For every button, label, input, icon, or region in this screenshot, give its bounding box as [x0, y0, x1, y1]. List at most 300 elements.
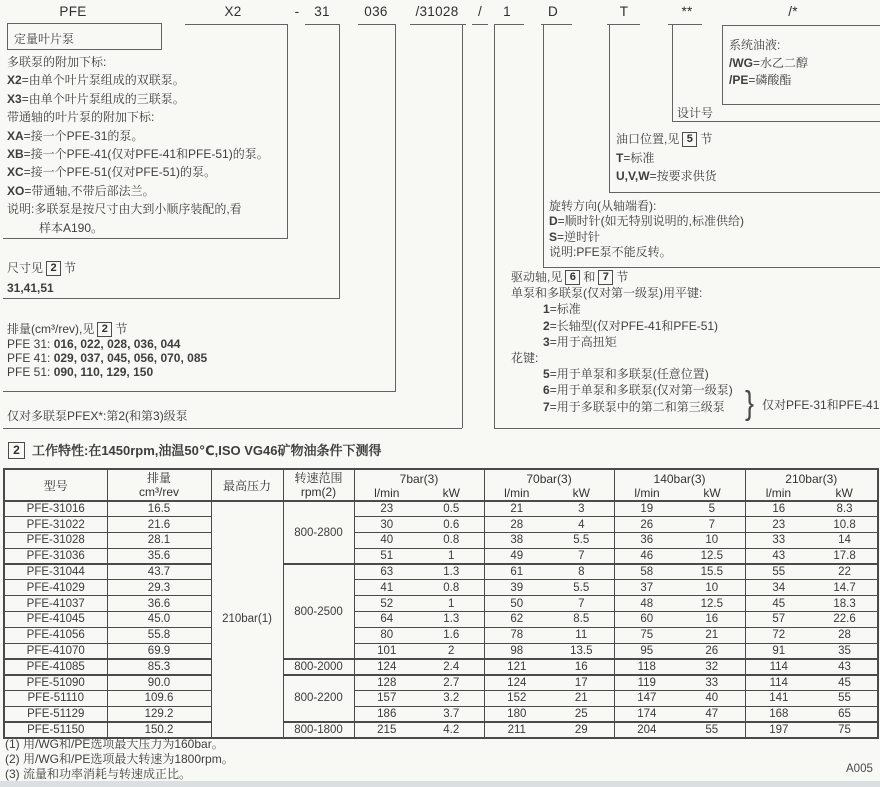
shaft-title	[511, 269, 733, 285]
label-text: =用于单泵和多联泵(任意位置)	[549, 367, 709, 382]
flow-cell: 61	[484, 564, 549, 580]
header-displacement: 排量 cm³/rev	[107, 469, 211, 501]
speed-range-cell: 800-2500	[283, 564, 354, 659]
power-cell: 8.5	[549, 612, 614, 628]
disp-title-post: 节	[115, 322, 128, 336]
flow-cell: 39	[484, 580, 549, 596]
ports-title-pre: 油口位置,见	[616, 132, 680, 146]
code-segment-4: 036	[364, 4, 388, 19]
code-value: S	[549, 229, 558, 244]
flow-cell: 58	[614, 564, 679, 580]
label-text: =标准	[623, 150, 655, 165]
table-row	[4, 612, 878, 628]
text-line	[616, 167, 717, 186]
code-value: T	[616, 150, 624, 165]
connector-line-horizontal	[494, 428, 880, 429]
text-line	[729, 55, 808, 73]
power-cell: 5.5	[549, 580, 614, 596]
label-text: =接一个PFE-31的泵。	[23, 128, 144, 143]
label-text: =按要求供货	[649, 169, 717, 183]
header-sub-unit: l/min	[504, 485, 530, 500]
label-text: 说明:多联泵是按尺寸由大到小顺序装配的,看	[7, 202, 242, 217]
flow-cell: 75	[614, 627, 679, 643]
flow-cell: 51	[354, 548, 419, 564]
flow-cell: 141	[745, 691, 812, 707]
power-cell: 3.7	[419, 706, 484, 722]
displacement-title	[7, 322, 207, 337]
multi-pump-block	[7, 53, 269, 237]
model-cell: PFE-41070	[4, 643, 107, 659]
power-cell: 14.7	[812, 580, 878, 596]
spec-table-wrap	[3, 468, 879, 739]
flow-cell: 34	[745, 580, 812, 596]
model-cell: PFE-41029	[4, 580, 107, 596]
code-segment-1: X2	[224, 4, 242, 19]
code-segment-3: 31	[314, 4, 330, 19]
pfex-note: 仅对多联泵PFEX*:第2(和第3)级泵	[7, 409, 188, 423]
table-row	[4, 722, 878, 738]
text-line	[7, 351, 207, 365]
flow-cell: 55	[745, 564, 812, 580]
power-cell: 25	[549, 706, 614, 722]
displacement-cell: 35.6	[107, 548, 211, 564]
connector-line-horizontal	[494, 24, 524, 25]
code-value: U,V,W	[616, 169, 650, 183]
connector-line-horizontal	[185, 24, 287, 25]
connector-line-vertical	[462, 24, 463, 428]
flow-cell: 30	[354, 517, 419, 533]
footnotes	[5, 737, 234, 781]
flow-cell: 168	[745, 706, 812, 722]
connector-line-horizontal	[3, 428, 462, 429]
code-segment-6: /	[477, 4, 483, 19]
code-segment-0: PFE	[59, 4, 87, 19]
model-cell: PFE-31022	[4, 517, 107, 533]
header-sub-unit: l/min	[374, 485, 400, 500]
table-row	[4, 517, 878, 533]
flow-cell: 147	[614, 691, 679, 707]
shaft-title-post: 节	[616, 270, 629, 284]
flow-cell: 72	[745, 627, 812, 643]
connector-line-horizontal	[305, 24, 340, 25]
shaft-brace-note: 仅对PFE-31和PFE-41	[762, 398, 880, 412]
power-cell: 75	[812, 722, 878, 738]
table-row	[4, 596, 878, 612]
text-line	[511, 318, 733, 334]
flow-cell: 33	[745, 533, 812, 549]
power-cell: 26	[679, 643, 745, 659]
displacement-block	[7, 322, 207, 379]
text-line	[549, 230, 744, 245]
text-line	[7, 90, 269, 108]
flow-cell: 128	[354, 675, 419, 691]
code-value: 7	[543, 399, 550, 414]
power-cell: 0.8	[419, 533, 484, 549]
power-cell: 1	[419, 596, 484, 612]
code-segment-11: /*	[788, 4, 798, 19]
text-line	[511, 350, 733, 366]
header-sub-unit: kW	[442, 485, 460, 500]
power-cell: 8.3	[812, 501, 878, 517]
code-value: 5	[543, 367, 550, 382]
connector-line-horizontal	[410, 24, 466, 25]
power-cell: 3.2	[419, 691, 484, 707]
flow-cell: 119	[614, 675, 679, 691]
code-value: /PE	[729, 73, 749, 87]
size-title-pre: 尺寸见	[7, 261, 44, 275]
size-values	[7, 278, 76, 298]
shaft-title-mid: 和	[583, 270, 596, 284]
flow-cell: 48	[614, 596, 679, 612]
displacement-cell: 29.3	[107, 580, 211, 596]
text-line	[5, 737, 234, 752]
flow-cell: 57	[745, 612, 812, 628]
connector-line-horizontal	[3, 298, 340, 299]
label-text: 旋转方向(从轴端看):	[549, 199, 657, 213]
design-number-label: 设计号	[677, 106, 714, 120]
label-text: =由单个叶片泵组成的三联泵。	[21, 91, 185, 106]
connector-line-vertical	[339, 24, 340, 298]
flow-cell: 186	[354, 706, 419, 722]
header-speed-range: 转速范围 rpm(2)	[283, 469, 354, 501]
flow-cell: 28	[484, 517, 549, 533]
power-cell: 0.8	[419, 580, 484, 596]
page-reference: A005	[846, 763, 873, 775]
header-pressure-group-0: 7bar(3) l/min kW	[354, 469, 484, 501]
text-line	[616, 149, 717, 168]
flow-cell: 41	[354, 580, 419, 596]
flow-cell: 62	[484, 612, 549, 628]
power-cell: 1	[419, 548, 484, 564]
table-row	[4, 501, 878, 517]
connector-line-horizontal	[472, 24, 488, 25]
flow-cell: 49	[484, 548, 549, 564]
connector-line-vertical	[609, 24, 610, 192]
shaft-lines	[511, 285, 733, 415]
text-line	[511, 285, 733, 301]
model-cell: PFE-51150	[4, 722, 107, 738]
flow-cell: 43	[745, 548, 812, 564]
connector-line-horizontal	[543, 267, 880, 268]
power-cell: 1.3	[419, 612, 484, 628]
text-line	[7, 219, 269, 237]
power-cell: 7	[549, 548, 614, 564]
label-text: 带通轴的叶片泵的附加下标:	[7, 110, 155, 125]
section-ref-box: 5	[682, 132, 697, 147]
label-text: PFE 31:	[7, 337, 51, 351]
flow-cell: 80	[354, 627, 419, 643]
model-cell: PFE-31028	[4, 533, 107, 549]
table-row	[4, 627, 878, 643]
text-line	[7, 163, 269, 181]
connector-line-vertical	[395, 24, 396, 391]
model-cell: PFE-31016	[4, 501, 107, 517]
power-cell: 16	[679, 612, 745, 628]
flow-cell: 26	[614, 517, 679, 533]
code-value: XC	[7, 165, 24, 180]
displacement-cell: 45.0	[107, 612, 211, 628]
flow-cell: 211	[484, 722, 549, 738]
power-cell: 0.6	[419, 517, 484, 533]
power-cell: 21	[679, 627, 745, 643]
text-line	[7, 108, 269, 126]
model-cell: PFE-31044	[4, 564, 107, 580]
connector-line-horizontal	[3, 391, 396, 392]
flow-cell: 174	[614, 706, 679, 722]
text-line	[5, 767, 234, 782]
displacement-cell: 90.0	[107, 675, 211, 691]
header-pressure-group-1: 70bar(3) l/min kW	[484, 469, 614, 501]
table-row	[4, 643, 878, 659]
table-row	[4, 548, 878, 564]
drive-shaft-block	[511, 269, 733, 415]
displacement-cell: 21.6	[107, 517, 211, 533]
label-text: =长轴型(仅对PFE-41和PFE-51)	[549, 318, 719, 333]
displacement-cell: 55.8	[107, 627, 211, 643]
speed-range-cell: 800-2000	[283, 659, 354, 675]
text-line	[511, 366, 733, 382]
ports-title	[616, 130, 717, 149]
model-cell: PFE-51129	[4, 706, 107, 722]
brace-glyph: }	[745, 384, 755, 422]
label-text: (1) 用/WG和/PE选项最大压力为160bar。	[5, 737, 224, 751]
code-value: /WG	[729, 55, 753, 70]
code-value: X3	[7, 91, 22, 106]
model-cell: PFE-41056	[4, 627, 107, 643]
power-cell: 12.5	[679, 596, 745, 612]
power-cell: 28	[812, 627, 878, 643]
model-cell: PFE-41045	[4, 612, 107, 628]
table-header-row	[4, 469, 878, 501]
label-text: =水乙二醇	[753, 55, 809, 70]
disp-title-pre: 排量(cm³/rev),见	[7, 322, 95, 336]
label-text: =带通轴,不带后部法兰。	[24, 183, 155, 198]
connector-line-horizontal	[668, 24, 702, 25]
displacement-lines	[7, 337, 207, 379]
rotation-block	[549, 199, 744, 261]
power-cell: 22	[812, 564, 878, 580]
size-values-text: 31,41,51	[7, 281, 54, 295]
displacement-cell: 150.2	[107, 722, 211, 738]
flow-cell: 38	[484, 533, 549, 549]
code-value: XA	[7, 128, 24, 143]
power-cell: 10	[679, 533, 745, 549]
model-cell: PFE-41085	[4, 659, 107, 675]
power-cell: 3	[549, 501, 614, 517]
spec-table	[3, 468, 879, 739]
power-cell: 5	[679, 501, 745, 517]
text-line	[511, 334, 733, 350]
label-text: 单泵和多联泵(仅对第一级泵)用平键:	[511, 286, 703, 301]
power-cell: 18.3	[812, 596, 878, 612]
header-pressure-group-3: 210bar(3) l/min kW	[745, 469, 878, 501]
power-cell: 4	[549, 517, 614, 533]
speed-range-cell: 800-2200	[283, 675, 354, 722]
power-cell: 10	[679, 580, 745, 596]
table-row	[4, 533, 878, 549]
table-row	[4, 675, 878, 691]
flow-cell: 180	[484, 706, 549, 722]
ports-block	[616, 130, 717, 186]
size-title	[7, 258, 76, 278]
connector-line-horizontal	[3, 238, 288, 239]
text-line	[549, 245, 744, 260]
size-block	[7, 258, 76, 298]
displacement-cell: 36.6	[107, 596, 211, 612]
power-cell: 17.8	[812, 548, 878, 564]
model-cell: PFE-51090	[4, 675, 107, 691]
table-row	[4, 691, 878, 707]
flow-cell: 50	[484, 596, 549, 612]
code-value: 6	[543, 383, 550, 398]
label-text: (3) 流量和功率消耗与转速成正比。	[5, 766, 192, 781]
size-title-post: 节	[64, 261, 77, 275]
power-cell: 7	[679, 517, 745, 533]
label-text: 多联泵的附加下标:	[7, 55, 107, 69]
table-row	[4, 659, 878, 675]
code-value: 3	[543, 334, 550, 349]
flow-cell: 124	[484, 675, 549, 691]
scan-edge-strip	[0, 781, 880, 787]
text-line	[511, 382, 733, 398]
power-cell: 7	[549, 596, 614, 612]
text-line	[729, 37, 808, 55]
text-line	[511, 399, 733, 415]
flow-cell: 23	[745, 517, 812, 533]
section-ref-box: 2	[46, 261, 61, 276]
max-pressure-cell: 210bar(1)	[211, 501, 283, 738]
flow-cell: 63	[354, 564, 419, 580]
power-cell: 10.8	[812, 517, 878, 533]
label-text: PFE 51:	[7, 365, 51, 379]
label-text: =磷酸酯	[748, 73, 792, 87]
label-text: =接一个PFE-51(仅对PFE-51)的泵。	[23, 165, 217, 180]
header-model: 型号	[4, 469, 107, 501]
flow-cell: 36	[614, 533, 679, 549]
power-cell: 0.5	[419, 501, 484, 517]
text-line	[511, 301, 733, 317]
code-value: 016, 022, 028, 036, 044	[50, 337, 181, 351]
code-value: XB	[7, 147, 24, 162]
displacement-cell: 109.6	[107, 691, 211, 707]
flow-cell: 114	[745, 675, 812, 691]
power-cell: 43	[812, 659, 878, 675]
speed-range-cell: 800-1800	[283, 722, 354, 738]
model-cell: PFE-51110	[4, 691, 107, 707]
text-line	[7, 365, 207, 379]
flow-cell: 19	[614, 501, 679, 517]
code-value: 029, 037, 045, 056, 070, 085	[50, 351, 208, 365]
flow-cell: 152	[484, 691, 549, 707]
header-pressure-group-2: 140bar(3) l/min kW	[614, 469, 745, 501]
ports-lines	[616, 149, 717, 186]
label-text: 样本A190。	[39, 220, 104, 235]
fluid-block	[729, 37, 808, 90]
power-cell: 47	[679, 706, 745, 722]
header-sub-unit: kW	[572, 485, 590, 500]
power-cell: 8	[549, 564, 614, 580]
flow-cell: 78	[484, 627, 549, 643]
connector-line-horizontal	[541, 24, 572, 25]
power-cell: 45	[812, 675, 878, 691]
power-cell: 2.7	[419, 675, 484, 691]
model-cell: PFE-31036	[4, 548, 107, 564]
power-cell: 5.5	[549, 533, 614, 549]
label-text: =用于高扭矩	[549, 334, 617, 349]
code-value: 2	[543, 318, 550, 333]
header-sub-unit: kW	[703, 485, 721, 500]
flow-cell: 204	[614, 722, 679, 738]
text-line	[729, 72, 808, 90]
code-segment-8: D	[547, 4, 559, 19]
connector-line-vertical	[494, 24, 495, 428]
flow-cell: 95	[614, 643, 679, 659]
displacement-cell: 85.3	[107, 659, 211, 675]
section-ref-box: 2	[97, 322, 112, 337]
header-max-pressure: 最高压力	[211, 469, 283, 501]
header-sub-unit: l/min	[634, 485, 660, 500]
flow-cell: 197	[745, 722, 812, 738]
power-cell: 4.2	[419, 722, 484, 738]
power-cell: 11	[549, 627, 614, 643]
power-cell: 2.4	[419, 659, 484, 675]
code-value: XO	[7, 183, 25, 198]
flow-cell: 118	[614, 659, 679, 675]
shaft-title-pre: 驱动轴,见	[511, 270, 563, 284]
flow-cell: 64	[354, 612, 419, 628]
power-cell: 33	[679, 675, 745, 691]
displacement-cell: 69.9	[107, 643, 211, 659]
code-segment-10: **	[681, 4, 693, 19]
power-cell: 1.3	[419, 564, 484, 580]
connector-line-vertical	[672, 24, 673, 121]
label-text: =接一个PFE-41(仅对PFE-41和PFE-51)的泵。	[23, 147, 269, 162]
connector-line-horizontal	[609, 192, 880, 193]
displacement-cell: 16.5	[107, 501, 211, 517]
section-ref-box: 6	[565, 270, 580, 285]
speed-range-cell: 800-2800	[283, 501, 354, 564]
flow-cell: 114	[745, 659, 812, 675]
label-text: =由单个叶片泵组成的双联泵。	[21, 73, 185, 88]
flow-cell: 46	[614, 548, 679, 564]
section2-title	[5, 440, 381, 459]
label-text: =顺时针(如无特别说明的,标准供给)	[557, 214, 745, 229]
flow-cell: 157	[354, 691, 419, 707]
label-text: PFE 41:	[7, 351, 51, 365]
table-row	[4, 564, 878, 580]
power-cell: 15.5	[679, 564, 745, 580]
code-value: X2	[7, 73, 22, 88]
flow-cell: 45	[745, 596, 812, 612]
label-text: 系统油液:	[729, 38, 781, 52]
power-cell: 17	[549, 675, 614, 691]
power-cell: 40	[679, 691, 745, 707]
pump-type-label: 定量叶片泵	[14, 32, 75, 46]
text-line	[7, 53, 269, 71]
text-line	[7, 337, 207, 351]
flow-cell: 23	[354, 501, 419, 517]
section2-title-text: 工作特性:在1450rpm,油温50℃,ISO VG46矿物油条件下测得	[32, 443, 382, 458]
table-row	[4, 580, 878, 596]
ports-title-post: 节	[700, 132, 713, 146]
power-cell: 13.5	[549, 643, 614, 659]
pump-type-box	[7, 23, 162, 50]
power-cell: 65	[812, 706, 878, 722]
flow-cell: 121	[484, 659, 549, 675]
flow-cell: 91	[745, 643, 812, 659]
code-segment-2: -	[294, 4, 300, 19]
header-sub-unit: kW	[835, 485, 853, 500]
